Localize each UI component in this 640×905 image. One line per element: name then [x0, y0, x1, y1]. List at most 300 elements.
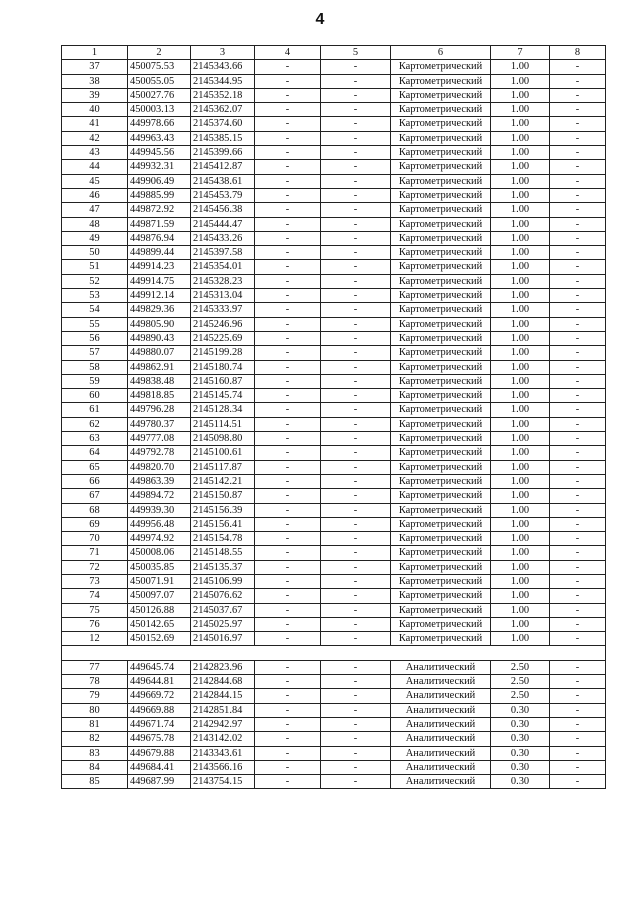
table-separator-cell — [62, 646, 606, 660]
table-row — [62, 417, 606, 431]
header-col-3: 3 — [191, 46, 255, 60]
table-cell-col-1: 38 — [62, 74, 128, 88]
table-cell-col-7: 1.00 — [491, 503, 550, 517]
table-cell-col-8: - — [550, 274, 606, 288]
table-cell-col-6: Картометрический — [391, 160, 491, 174]
table-cell-col-5: - — [321, 589, 391, 603]
table-cell-col-5: - — [321, 474, 391, 488]
header-col-8: 8 — [550, 46, 606, 60]
table-row — [62, 675, 606, 689]
table-cell-col-4: - — [255, 546, 321, 560]
table-cell-col-3: 2145362.07 — [191, 103, 255, 117]
table-cell-col-2: 449876.94 — [128, 231, 191, 245]
table-cell-col-4: - — [255, 346, 321, 360]
table-cell-col-5: - — [321, 88, 391, 102]
table-cell-col-1: 52 — [62, 274, 128, 288]
table-cell-col-5: - — [321, 188, 391, 202]
table-cell-col-1: 64 — [62, 446, 128, 460]
table-cell-col-5: - — [321, 432, 391, 446]
table-cell-col-2: 449644.81 — [128, 675, 191, 689]
table-cell-col-7: 1.00 — [491, 417, 550, 431]
table-row — [62, 703, 606, 717]
table-cell-col-8: - — [550, 360, 606, 374]
table-cell-col-1: 62 — [62, 417, 128, 431]
table-cell-col-1: 43 — [62, 146, 128, 160]
table-cell-col-8: - — [550, 203, 606, 217]
table-cell-col-4: - — [255, 74, 321, 88]
table-cell-col-7: 1.00 — [491, 303, 550, 317]
table-row — [62, 517, 606, 531]
table-cell-col-6: Картометрический — [391, 246, 491, 260]
table-cell-col-4: - — [255, 303, 321, 317]
table-cell-col-8: - — [550, 117, 606, 131]
table-cell-col-6: Картометрический — [391, 632, 491, 646]
table-cell-col-2: 449890.43 — [128, 331, 191, 345]
table-cell-col-8: - — [550, 188, 606, 202]
table-cell-col-3: 2145246.96 — [191, 317, 255, 331]
table-row — [62, 717, 606, 731]
table-cell-col-8: - — [550, 131, 606, 145]
table-cell-col-3: 2145333.97 — [191, 303, 255, 317]
table-cell-col-3: 2145456.38 — [191, 203, 255, 217]
table-cell-col-7: 0.30 — [491, 703, 550, 717]
table-cell-col-1: 42 — [62, 131, 128, 145]
table-cell-col-2: 450075.53 — [128, 60, 191, 74]
table-cell-col-6: Картометрический — [391, 403, 491, 417]
header-col-7: 7 — [491, 46, 550, 60]
table-cell-col-8: - — [550, 689, 606, 703]
table-cell-col-7: 1.00 — [491, 546, 550, 560]
page-number: 4 — [315, 11, 325, 28]
table-cell-col-3: 2145385.15 — [191, 131, 255, 145]
table-cell-col-8: - — [550, 589, 606, 603]
table-cell-col-7: 1.00 — [491, 103, 550, 117]
table-cell-col-1: 37 — [62, 60, 128, 74]
table-cell-col-3: 2145399.66 — [191, 146, 255, 160]
table-cell-col-5: - — [321, 574, 391, 588]
table-cell-col-1: 12 — [62, 632, 128, 646]
table-cell-col-2: 450003.13 — [128, 103, 191, 117]
table-cell-col-3: 2143754.15 — [191, 775, 255, 789]
table-cell-col-2: 450097.07 — [128, 589, 191, 603]
table-cell-col-1: 40 — [62, 103, 128, 117]
table-cell-col-2: 449777.08 — [128, 432, 191, 446]
table-cell-col-2: 449899.44 — [128, 246, 191, 260]
table-cell-col-1: 72 — [62, 560, 128, 574]
table-cell-col-6: Аналитический — [391, 775, 491, 789]
table-row — [62, 303, 606, 317]
table-cell-col-8: - — [550, 546, 606, 560]
table-cell-col-5: - — [321, 489, 391, 503]
table-cell-col-7: 1.00 — [491, 60, 550, 74]
table-cell-col-6: Картометрический — [391, 589, 491, 603]
table-cell-col-4: - — [255, 474, 321, 488]
table-cell-col-4: - — [255, 775, 321, 789]
table-cell-col-4: - — [255, 617, 321, 631]
table-row — [62, 217, 606, 231]
table-cell-col-7: 1.00 — [491, 517, 550, 531]
table-cell-col-2: 449820.70 — [128, 460, 191, 474]
table-cell-col-2: 449645.74 — [128, 660, 191, 674]
table-cell-col-3: 2142844.15 — [191, 689, 255, 703]
table-cell-col-4: - — [255, 88, 321, 102]
table-row — [62, 260, 606, 274]
table-cell-col-1: 78 — [62, 675, 128, 689]
table-cell-col-6: Картометрический — [391, 88, 491, 102]
table-row — [62, 346, 606, 360]
table-cell-col-3: 2145397.58 — [191, 246, 255, 260]
table-row — [62, 289, 606, 303]
table-row — [62, 188, 606, 202]
table-cell-col-4: - — [255, 146, 321, 160]
table-cell-col-3: 2145135.37 — [191, 560, 255, 574]
table-row — [62, 60, 606, 74]
table-cell-col-6: Аналитический — [391, 675, 491, 689]
table-cell-col-2: 449932.31 — [128, 160, 191, 174]
table-cell-col-4: - — [255, 489, 321, 503]
table-cell-col-1: 82 — [62, 732, 128, 746]
table-cell-col-2: 449792.78 — [128, 446, 191, 460]
table-cell-col-4: - — [255, 703, 321, 717]
table-cell-col-7: 1.00 — [491, 532, 550, 546]
table-cell-col-6: Аналитический — [391, 703, 491, 717]
table-cell-col-2: 449669.88 — [128, 703, 191, 717]
table-cell-col-5: - — [321, 217, 391, 231]
table-cell-col-7: 2.50 — [491, 660, 550, 674]
table-cell-col-6: Картометрический — [391, 446, 491, 460]
table-cell-col-3: 2145438.61 — [191, 174, 255, 188]
table-cell-col-1: 70 — [62, 532, 128, 546]
table-cell-col-4: - — [255, 160, 321, 174]
table-cell-col-2: 449963.43 — [128, 131, 191, 145]
table-cell-col-5: - — [321, 260, 391, 274]
table-row — [62, 689, 606, 703]
table-cell-col-5: - — [321, 174, 391, 188]
table-row — [62, 432, 606, 446]
table-cell-col-2: 449912.14 — [128, 289, 191, 303]
table-cell-col-5: - — [321, 446, 391, 460]
table-cell-col-6: Картометрический — [391, 417, 491, 431]
header-col-2: 2 — [128, 46, 191, 60]
table-cell-col-1: 59 — [62, 374, 128, 388]
table-cell-col-1: 84 — [62, 760, 128, 774]
table-row — [62, 574, 606, 588]
table-row — [62, 117, 606, 131]
header-col-1: 1 — [62, 46, 128, 60]
table-cell-col-8: - — [550, 331, 606, 345]
table-cell-col-4: - — [255, 560, 321, 574]
table-cell-col-2: 449780.37 — [128, 417, 191, 431]
table-cell-col-6: Картометрический — [391, 474, 491, 488]
table-cell-col-5: - — [321, 775, 391, 789]
table-row — [62, 775, 606, 789]
table-cell-col-6: Картометрический — [391, 303, 491, 317]
table-cell-col-4: - — [255, 660, 321, 674]
table-cell-col-4: - — [255, 131, 321, 145]
table-cell-col-3: 2145037.67 — [191, 603, 255, 617]
table-cell-col-1: 58 — [62, 360, 128, 374]
table-cell-col-3: 2145343.66 — [191, 60, 255, 74]
table-cell-col-3: 2145352.18 — [191, 88, 255, 102]
table-cell-col-4: - — [255, 417, 321, 431]
table-cell-col-6: Картометрический — [391, 346, 491, 360]
table-cell-col-1: 76 — [62, 617, 128, 631]
table-cell-col-7: 1.00 — [491, 131, 550, 145]
table-cell-col-3: 2145016.97 — [191, 632, 255, 646]
table-cell-col-4: - — [255, 360, 321, 374]
table-row — [62, 246, 606, 260]
table-row — [62, 74, 606, 88]
table-cell-col-4: - — [255, 746, 321, 760]
table-cell-col-8: - — [550, 489, 606, 503]
table-cell-col-1: 71 — [62, 546, 128, 560]
table-cell-col-5: - — [321, 560, 391, 574]
table-row — [62, 546, 606, 560]
table-cell-col-7: 1.00 — [491, 74, 550, 88]
table-cell-col-4: - — [255, 574, 321, 588]
table-cell-col-7: 0.30 — [491, 717, 550, 731]
table-cell-col-4: - — [255, 460, 321, 474]
table-cell-col-8: - — [550, 717, 606, 731]
table-cell-col-4: - — [255, 446, 321, 460]
table-cell-col-8: - — [550, 303, 606, 317]
table-cell-col-8: - — [550, 88, 606, 102]
table-cell-col-8: - — [550, 446, 606, 460]
table-cell-col-1: 68 — [62, 503, 128, 517]
table-cell-col-2: 449838.48 — [128, 374, 191, 388]
table-cell-col-4: - — [255, 632, 321, 646]
table-row — [62, 560, 606, 574]
table-cell-col-3: 2145354.01 — [191, 260, 255, 274]
table-cell-col-1: 85 — [62, 775, 128, 789]
table-cell-col-6: Картометрический — [391, 274, 491, 288]
table-cell-col-4: - — [255, 188, 321, 202]
table-cell-col-8: - — [550, 346, 606, 360]
table-cell-col-2: 449880.07 — [128, 346, 191, 360]
header-col-6: 6 — [391, 46, 491, 60]
table-cell-col-7: 1.00 — [491, 117, 550, 131]
table-cell-col-2: 449669.72 — [128, 689, 191, 703]
table-cell-col-6: Картометрический — [391, 560, 491, 574]
table-cell-col-8: - — [550, 675, 606, 689]
table-cell-col-7: 1.00 — [491, 432, 550, 446]
table-cell-col-2: 449796.28 — [128, 403, 191, 417]
table-cell-col-6: Картометрический — [391, 374, 491, 388]
table-cell-col-4: - — [255, 403, 321, 417]
table-cell-col-3: 2145180.74 — [191, 360, 255, 374]
table-cell-col-4: - — [255, 432, 321, 446]
table-cell-col-4: - — [255, 503, 321, 517]
table-cell-col-7: 1.00 — [491, 374, 550, 388]
table-cell-col-4: - — [255, 260, 321, 274]
table-header-row — [62, 46, 606, 60]
table-cell-col-3: 2145433.26 — [191, 231, 255, 245]
table-cell-col-6: Картометрический — [391, 117, 491, 131]
table-cell-col-8: - — [550, 560, 606, 574]
table-cell-col-7: 1.00 — [491, 317, 550, 331]
table-cell-col-1: 46 — [62, 188, 128, 202]
table-cell-col-7: 1.00 — [491, 574, 550, 588]
table-cell-col-1: 83 — [62, 746, 128, 760]
table-cell-col-6: Картометрический — [391, 203, 491, 217]
table-cell-col-6: Картометрический — [391, 217, 491, 231]
table-cell-col-7: 1.00 — [491, 260, 550, 274]
table-cell-col-7: 1.00 — [491, 174, 550, 188]
table-cell-col-4: - — [255, 374, 321, 388]
table-cell-col-1: 65 — [62, 460, 128, 474]
table-cell-col-4: - — [255, 717, 321, 731]
table-cell-col-6: Картометрический — [391, 389, 491, 403]
table-cell-col-1: 39 — [62, 88, 128, 102]
table-cell-col-5: - — [321, 60, 391, 74]
table-cell-col-4: - — [255, 675, 321, 689]
table-cell-col-6: Картометрический — [391, 517, 491, 531]
table-cell-col-4: - — [255, 289, 321, 303]
table-cell-col-4: - — [255, 203, 321, 217]
table-cell-col-5: - — [321, 317, 391, 331]
table-cell-col-2: 449679.88 — [128, 746, 191, 760]
table-cell-col-7: 1.00 — [491, 617, 550, 631]
table-cell-col-8: - — [550, 775, 606, 789]
table-row — [62, 403, 606, 417]
table-cell-col-3: 2145117.87 — [191, 460, 255, 474]
table-cell-col-1: 57 — [62, 346, 128, 360]
table-cell-col-2: 450008.06 — [128, 546, 191, 560]
table-row — [62, 474, 606, 488]
table-cell-col-5: - — [321, 403, 391, 417]
table-cell-col-5: - — [321, 460, 391, 474]
table-row — [62, 389, 606, 403]
table-cell-col-8: - — [550, 474, 606, 488]
table-cell-col-3: 2145148.55 — [191, 546, 255, 560]
table-cell-col-5: - — [321, 689, 391, 703]
table-cell-col-4: - — [255, 589, 321, 603]
table-cell-col-2: 449871.59 — [128, 217, 191, 231]
table-cell-col-5: - — [321, 303, 391, 317]
table-cell-col-3: 2143142.02 — [191, 732, 255, 746]
table-cell-col-2: 449805.90 — [128, 317, 191, 331]
table-cell-col-5: - — [321, 703, 391, 717]
table-cell-col-4: - — [255, 389, 321, 403]
table-row — [62, 503, 606, 517]
table-cell-col-8: - — [550, 760, 606, 774]
table-cell-col-2: 449939.30 — [128, 503, 191, 517]
table-cell-col-7: 1.00 — [491, 474, 550, 488]
table-cell-col-1: 44 — [62, 160, 128, 174]
table-cell-col-5: - — [321, 131, 391, 145]
table-cell-col-3: 2145114.51 — [191, 417, 255, 431]
table-cell-col-3: 2145453.79 — [191, 188, 255, 202]
table-cell-col-8: - — [550, 532, 606, 546]
table-cell-col-7: 1.00 — [491, 589, 550, 603]
table-cell-col-7: 2.50 — [491, 689, 550, 703]
table-cell-col-6: Картометрический — [391, 360, 491, 374]
table-cell-col-4: - — [255, 532, 321, 546]
table-cell-col-6: Картометрический — [391, 331, 491, 345]
table-cell-col-5: - — [321, 160, 391, 174]
table-cell-col-6: Картометрический — [391, 74, 491, 88]
table-cell-col-5: - — [321, 203, 391, 217]
table-cell-col-7: 1.00 — [491, 489, 550, 503]
table-cell-col-1: 61 — [62, 403, 128, 417]
table-cell-col-4: - — [255, 274, 321, 288]
table-cell-col-1: 41 — [62, 117, 128, 131]
table-row — [62, 274, 606, 288]
table-cell-col-8: - — [550, 703, 606, 717]
table-row — [62, 203, 606, 217]
table-cell-col-7: 1.00 — [491, 88, 550, 102]
table-cell-col-5: - — [321, 603, 391, 617]
table-cell-col-7: 0.30 — [491, 732, 550, 746]
table-cell-col-4: - — [255, 732, 321, 746]
table-cell-col-5: - — [321, 346, 391, 360]
table-cell-col-4: - — [255, 174, 321, 188]
table-cell-col-1: 48 — [62, 217, 128, 231]
table-row — [62, 360, 606, 374]
table-cell-col-5: - — [321, 717, 391, 731]
table-cell-col-2: 449829.36 — [128, 303, 191, 317]
table-cell-col-6: Картометрический — [391, 317, 491, 331]
table-cell-col-2: 450027.76 — [128, 88, 191, 102]
table-cell-col-4: - — [255, 103, 321, 117]
table-cell-col-2: 449885.99 — [128, 188, 191, 202]
table-cell-col-3: 2145444.47 — [191, 217, 255, 231]
table-cell-col-1: 73 — [62, 574, 128, 588]
table-cell-col-8: - — [550, 217, 606, 231]
table-cell-col-6: Картометрический — [391, 260, 491, 274]
table-cell-col-1: 81 — [62, 717, 128, 731]
table-cell-col-7: 1.00 — [491, 217, 550, 231]
table-cell-col-2: 449675.78 — [128, 732, 191, 746]
table-cell-col-8: - — [550, 146, 606, 160]
table-cell-col-4: - — [255, 217, 321, 231]
table-row — [62, 160, 606, 174]
table-row — [62, 374, 606, 388]
table-row — [62, 589, 606, 603]
table-cell-col-3: 2145106.99 — [191, 574, 255, 588]
table-row — [62, 617, 606, 631]
table-cell-col-6: Картометрический — [391, 532, 491, 546]
table-cell-col-6: Аналитический — [391, 689, 491, 703]
table-cell-col-5: - — [321, 331, 391, 345]
table-cell-col-8: - — [550, 417, 606, 431]
table-cell-col-2: 450152.69 — [128, 632, 191, 646]
table-cell-col-6: Картометрический — [391, 60, 491, 74]
table-cell-col-4: - — [255, 117, 321, 131]
table-cell-col-2: 449914.75 — [128, 274, 191, 288]
table-cell-col-5: - — [321, 675, 391, 689]
table-cell-col-8: - — [550, 160, 606, 174]
table-cell-col-3: 2145098.80 — [191, 432, 255, 446]
table-cell-col-2: 449863.39 — [128, 474, 191, 488]
table-cell-col-5: - — [321, 417, 391, 431]
table-cell-col-3: 2145145.74 — [191, 389, 255, 403]
table-cell-col-6: Аналитический — [391, 760, 491, 774]
table-cell-col-5: - — [321, 389, 391, 403]
table-cell-col-2: 449974.92 — [128, 532, 191, 546]
table-cell-col-1: 74 — [62, 589, 128, 603]
table-cell-col-3: 2145225.69 — [191, 331, 255, 345]
table-cell-col-3: 2142823.96 — [191, 660, 255, 674]
table-cell-col-2: 449978.66 — [128, 117, 191, 131]
table-cell-col-5: - — [321, 660, 391, 674]
table-cell-col-7: 1.00 — [491, 560, 550, 574]
table-cell-col-2: 450055.05 — [128, 74, 191, 88]
table-cell-col-6: Аналитический — [391, 660, 491, 674]
table-cell-col-8: - — [550, 231, 606, 245]
table-cell-col-3: 2145150.87 — [191, 489, 255, 503]
table-cell-col-8: - — [550, 603, 606, 617]
